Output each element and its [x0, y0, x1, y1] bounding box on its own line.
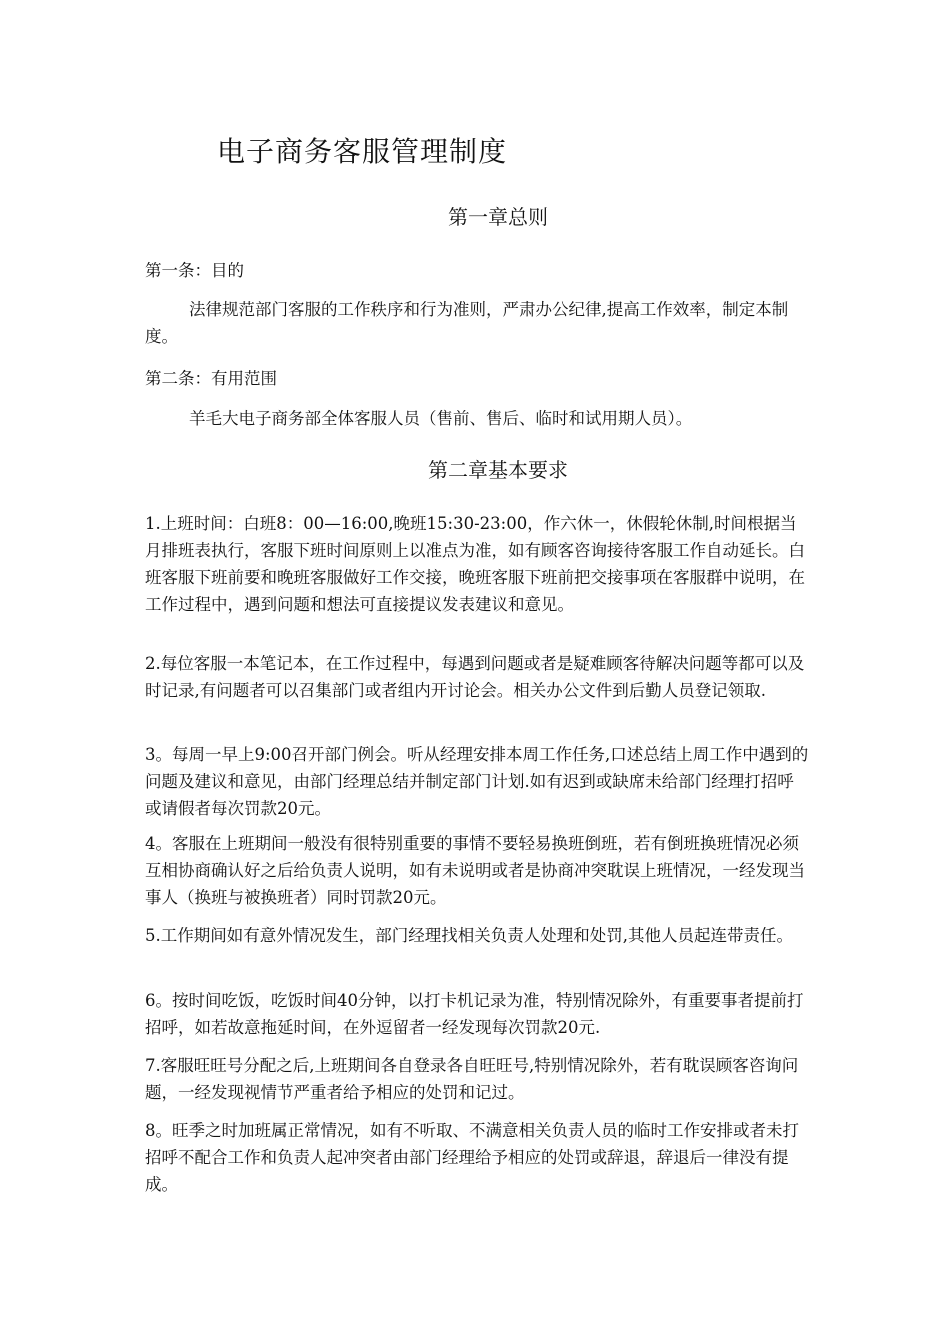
requirement-item-1: 1.上班时间：白班8：00—16:00,晚班15:30-23:00，作六休一，休假轮休制,时间根据当月排班表执行，客服下班时间原则上以准点为准，如有顾客咨询接待客服工作自动延长。白班客服下班前要和晚班客服做好工作交接，晚班客服下班前把交接事项在客服群中说明，在工作过程中，遇到问题和想法可直接提议发表建议和意见。	[145, 514, 805, 614]
article-1-title: 第一条：目的	[145, 261, 244, 280]
article-2-title: 第二条：有用范围	[145, 369, 277, 388]
requirement-item-4: 4。客服在上班期间一般没有很特别重要的事情不要轻易换班倒班，若有倒班换班情况必须互相协商确认好之后给负责人说明，如有未说明或者是协商冲突耽误上班情况，一经发现当事人（换班与被换班者）同时罚款20元。	[145, 834, 805, 907]
article-1-text: 法律规范部门客服的工作秩序和行为准则，严肃办公纪律,提高工作效率，制定本制度。	[145, 300, 789, 346]
chapter-2-heading: 第二章基本要求	[428, 458, 568, 482]
requirement-item-7: 7.客服旺旺号分配之后,上班期间各自登录各自旺旺号,特别情况除外，若有耽误顾客咨询问题，一经发现视情节严重者给予相应的处罚和记过。	[145, 1056, 799, 1102]
article-2-text: 羊毛大电子商务部全体客服人员（售前、售后、临时和试用期人员）。	[189, 409, 693, 428]
chapter-1-heading: 第一章总则	[448, 205, 548, 229]
requirement-item-6: 6。按时间吃饭，吃饭时间40分钟，以打卡机记录为准，特别情况除外，有重要事者提前打招呼，如若故意拖延时间，在外逗留者一经发现每次罚款20元.	[145, 991, 804, 1037]
requirement-item-2: 2.每位客服一本笔记本，在工作过程中，每遇到问题或者是疑难顾客待解决问题等都可以及时记录,有问题者可以召集部门或者组内开讨论会。相关办公文件到后勤人员登记领取.	[145, 654, 805, 700]
requirement-item-5: 5.工作期间如有意外情况发生，部门经理找相关负责人处理和处罚,其他人员起连带责任。	[145, 926, 793, 945]
requirement-item-3: 3。每周一早上9:00召开部门例会。听从经理安排本周工作任务,口述总结上周工作中遇到的问题及建议和意见，由部门经理总结并制定部门计划.如有迟到或缺席未给部门经理打招呼或请假者每次罚款20元。	[145, 745, 809, 818]
document-title: 电子商务客服管理制度	[217, 135, 508, 168]
requirement-item-8: 8。旺季之时加班属正常情况，如有不听取、不满意相关负责人员的临时工作安排或者未打招呼不配合工作和负责人起冲突者由部门经理给予相应的处罚或辞退，辞退后一律没有提成。	[145, 1121, 799, 1194]
